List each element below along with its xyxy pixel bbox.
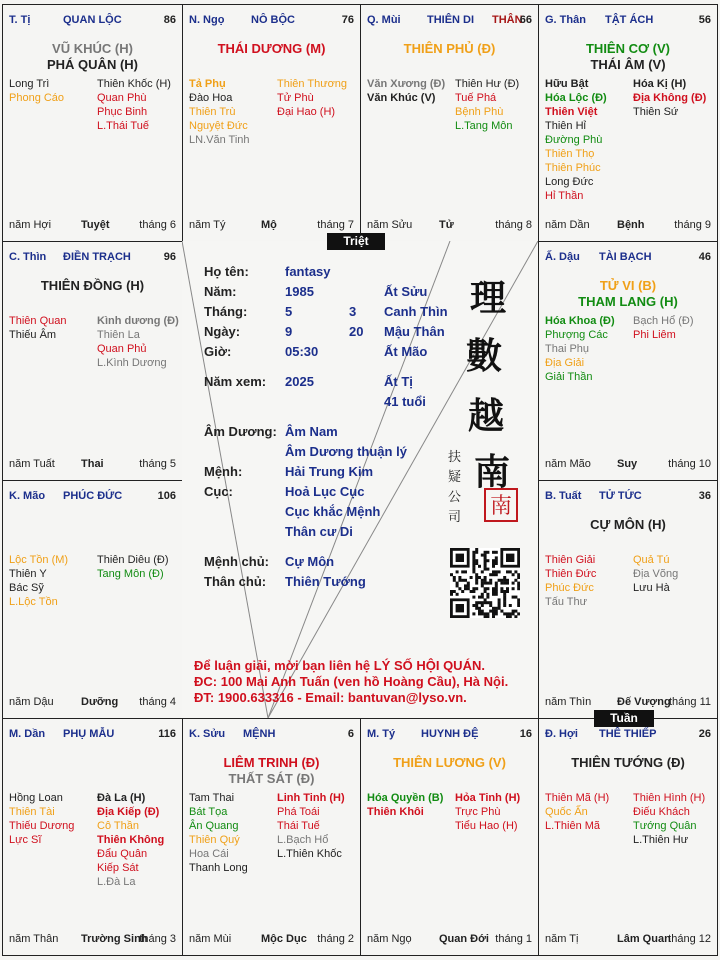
main-star: THIÊN TƯỚNG (Đ)	[571, 755, 685, 770]
palace-year: năm Tị	[545, 933, 579, 945]
palace-mao[interactable]	[2, 480, 183, 719]
palace-month: tháng 7	[317, 219, 354, 231]
palace-dan[interactable]	[2, 718, 183, 956]
minor-star: Bác Sỹ	[9, 582, 44, 594]
palace-hoi[interactable]	[538, 718, 718, 956]
minor-star: Thiên Khôi	[367, 806, 424, 818]
label-am-duong: Âm Dương:	[204, 424, 277, 439]
minor-star: Lực Sĩ	[9, 834, 42, 846]
main-stars	[539, 517, 717, 533]
palace-year: năm Ngọ	[367, 933, 412, 945]
left-star-column	[545, 77, 607, 203]
left-star-column	[545, 314, 615, 384]
palace-month: tháng 6	[139, 219, 176, 231]
palace-tuat[interactable]	[538, 480, 718, 719]
right-star-column	[455, 791, 520, 833]
main-star: THIÊN LƯƠNG (V)	[393, 755, 506, 770]
minor-star: L.Thiên Hư	[633, 834, 689, 846]
left-star-column	[189, 791, 248, 875]
palace-branch: K. Sửu	[189, 728, 226, 740]
palace-footer	[9, 219, 176, 233]
palace-name: THIÊN DI	[427, 14, 475, 26]
minor-star: Thiên La	[97, 329, 140, 341]
palace-branch: N. Ngọ	[189, 14, 225, 26]
palace-header	[545, 728, 711, 742]
left-star-column	[367, 77, 445, 105]
value-than-chu: Thiên Tướng	[285, 574, 366, 589]
palace-footer	[367, 933, 532, 947]
minor-star: Tử Phù	[277, 92, 314, 104]
palace-footer	[9, 458, 176, 472]
minor-star: Đà La (H)	[97, 792, 146, 804]
minor-star: Thiên Tài	[9, 806, 55, 818]
triet-tag: Triệt	[327, 233, 385, 250]
minor-star: L.Thái Tuế	[97, 120, 149, 132]
left-star-column	[545, 553, 596, 609]
palace-name: ĐIỀN TRẠCH	[63, 251, 131, 263]
palace-name: THÊ THIẾP	[599, 728, 657, 740]
minor-star: Bạch Hổ (Đ)	[633, 315, 694, 327]
minor-star: Thiên Diêu (Đ)	[97, 554, 169, 566]
palace-stage: Trường Sinh	[81, 933, 148, 945]
value-cuc-2: Cục khắc Mệnh	[285, 504, 381, 519]
palace-name: PHÚC ĐỨC	[63, 490, 123, 502]
calligraphy-char: 數	[466, 335, 503, 377]
minor-star: Thiên Việt	[545, 106, 598, 118]
palace-stage: Suy	[617, 458, 638, 470]
minor-star: Thiên Y	[9, 568, 47, 580]
minor-star: Hóa Lộc (Đ)	[545, 92, 607, 104]
minor-star: Lưu Hà	[633, 582, 670, 594]
main-stars	[183, 41, 360, 57]
value-am-duong: Âm Nam	[285, 424, 338, 439]
left-star-column	[367, 791, 443, 819]
palace-header	[367, 728, 532, 742]
palace-month: tháng 9	[674, 219, 711, 231]
palace-branch: M. Dần	[9, 728, 46, 740]
minor-star: Hỏa Tinh (H)	[455, 792, 521, 804]
minor-star: Tam Thai	[189, 792, 235, 804]
minor-star: Địa Võng	[633, 568, 679, 580]
right-star-column	[633, 314, 694, 342]
minor-star: Thiên Phúc	[545, 162, 601, 174]
main-star: THẤT SÁT (Đ)	[228, 771, 315, 786]
minor-star: L.Tang Môn	[455, 120, 513, 132]
minor-star: Phi Liêm	[633, 329, 676, 341]
main-star: VŨ KHÚC (H)	[52, 41, 133, 56]
qr-code[interactable]	[450, 548, 520, 618]
label-nam-xem: Năm xem:	[204, 374, 267, 389]
main-star: THÁI ÂM (V)	[590, 57, 666, 72]
minor-star: Quốc Ấn	[545, 806, 588, 818]
palace-footer	[545, 933, 711, 947]
right-star-column	[97, 791, 164, 889]
palace-header	[189, 14, 354, 28]
palace-name: HUYNH ĐỆ	[421, 728, 479, 740]
main-stars	[539, 755, 717, 771]
palace-mui[interactable]	[360, 4, 539, 242]
minor-star: Phong Cáo	[9, 92, 65, 104]
main-star: PHÁ QUÂN (H)	[47, 57, 138, 72]
minor-star: Long Đức	[545, 176, 594, 188]
palace-month: tháng 2	[317, 933, 354, 945]
minor-star: Bệnh Phù	[455, 106, 504, 118]
minor-star: Văn Xương (Đ)	[367, 78, 446, 90]
palace-stage: Tử	[439, 219, 454, 231]
minor-star: Đại Hao (H)	[277, 106, 336, 118]
main-star: THÁI DƯƠNG (M)	[217, 41, 326, 56]
minor-star: Cô Thần	[97, 820, 139, 832]
minor-star: Thiên Hình (H)	[633, 792, 706, 804]
palace-month: tháng 12	[668, 933, 711, 945]
palace-suu[interactable]	[182, 718, 361, 956]
calligraphy-char: 南	[474, 451, 511, 493]
minor-star: Linh Tinh (H)	[277, 792, 345, 804]
value-ngay-can: Mậu Thân	[384, 324, 445, 339]
palace-year: năm Sửu	[367, 219, 413, 231]
right-star-column	[633, 553, 678, 595]
palace-number: 16	[519, 728, 532, 740]
palace-number: 46	[698, 251, 711, 263]
palace-year: năm Tuất	[9, 458, 55, 470]
minor-star: Đẩu Quân	[97, 848, 148, 860]
minor-star: Hóa Kị (H)	[633, 78, 687, 90]
minor-star: L.Thiên Mã	[545, 820, 601, 832]
minor-star: Thiên Đức	[545, 568, 597, 580]
palace-dau[interactable]	[538, 241, 718, 481]
minor-star: Tấu Thư	[545, 596, 588, 608]
minor-star: Trực Phù	[455, 806, 501, 818]
minor-star: Kiếp Sát	[97, 862, 139, 874]
palace-stage: Quan Đới	[439, 933, 489, 945]
value-ngay-al: 20	[349, 324, 364, 339]
palace-name: PHỤ MẪU	[63, 728, 115, 740]
palace-stage: Tuyệt	[81, 219, 110, 231]
minor-star: Phúc Đức	[545, 582, 594, 594]
minor-star: Thái Tuế	[277, 820, 320, 832]
main-stars	[539, 41, 717, 73]
palace-year: năm Tý	[189, 219, 226, 231]
palace-month: tháng 1	[495, 933, 532, 945]
palace-header	[9, 14, 176, 28]
main-stars	[183, 755, 360, 787]
palace-header	[367, 14, 532, 28]
minor-star: Hồng Loan	[9, 792, 63, 804]
main-star: THIÊN CƠ (V)	[585, 41, 671, 56]
minor-star: Thiên Không	[97, 834, 165, 846]
palace-name: TÀI BẠCH	[599, 251, 652, 263]
palace-branch: K. Mão	[9, 490, 46, 502]
palace-name: QUAN LỘC	[63, 14, 122, 26]
palace-branch: M. Tý	[367, 728, 396, 740]
main-stars	[539, 278, 717, 310]
minor-star: Thiên Khốc (H)	[97, 78, 171, 90]
palace-name: NÔ BỘC	[251, 14, 295, 26]
palace-number: 36	[698, 490, 711, 502]
value-menh-chu: Cự Môn	[285, 554, 335, 569]
palace-header	[189, 728, 354, 742]
palace-branch: T. Tị	[9, 14, 31, 26]
main-star: THIÊN PHỦ (Đ)	[403, 41, 496, 56]
minor-star: Hóa Quyền (B)	[367, 792, 444, 804]
value-cuc: Hoả Lục Cục	[285, 484, 365, 499]
palace-stage: Lâm Quan	[617, 933, 671, 945]
palace-ty[interactable]	[360, 718, 539, 956]
minor-star: Thiên Hư (Đ)	[455, 78, 520, 90]
main-stars	[3, 278, 182, 294]
minor-star: Thiên Mã (H)	[545, 792, 610, 804]
palace-month: tháng 8	[495, 219, 532, 231]
palace-year: năm Dậu	[9, 696, 54, 708]
minor-star: Đào Hoa	[189, 92, 233, 104]
value-thang-can: Canh Thìn	[384, 304, 448, 319]
value-gio-can: Ất Mão	[384, 344, 428, 359]
minor-star: Đường Phù	[545, 134, 603, 146]
palace-stage: Thai	[81, 458, 104, 470]
palace-footer	[189, 933, 354, 947]
palace-stage: Mộ	[261, 219, 277, 231]
minor-star: Phá Toái	[277, 806, 320, 818]
palace-year: năm Thìn	[545, 696, 592, 708]
palace-branch: B. Tuất	[545, 490, 582, 502]
right-star-column	[277, 77, 347, 119]
palace-number: 66	[519, 14, 532, 26]
palace-number: 86	[163, 14, 176, 26]
minor-star: Địa Giải	[545, 357, 585, 369]
minor-star: Tiểu Hao (H)	[455, 820, 518, 832]
palace-header	[9, 251, 176, 265]
minor-star: Thiên Trù	[189, 106, 236, 118]
value-ho-ten: fantasy	[285, 264, 331, 279]
minor-star: Thiên Sứ	[633, 106, 679, 118]
minor-star: Thiên Quan	[9, 315, 67, 327]
minor-star: Thiên Hỉ	[545, 120, 586, 132]
value-tuoi: 41 tuổi	[384, 394, 426, 409]
palace-header	[9, 728, 176, 742]
minor-star: L.Đà La	[97, 876, 136, 888]
palace-footer	[545, 219, 711, 233]
right-star-column	[633, 791, 705, 847]
palace-ti[interactable]	[2, 4, 183, 242]
value-nam-xem: 2025	[285, 374, 314, 389]
palace-branch: C. Thìn	[9, 251, 47, 263]
main-star: THIÊN ĐỒNG (H)	[40, 278, 145, 293]
right-star-column	[455, 77, 519, 133]
than-marker: THÂN	[492, 14, 523, 26]
minor-star: Hỉ Thần	[545, 190, 584, 202]
palace-stage: Dưỡng	[81, 696, 119, 708]
minor-star: Bát Tọa	[189, 806, 228, 818]
right-star-column	[97, 314, 179, 370]
palace-footer	[367, 219, 532, 233]
palace-stage: Bệnh	[617, 219, 645, 231]
palace-stage: Đế Vượng	[617, 696, 671, 708]
minor-star: Hóa Khoa (Đ)	[545, 315, 615, 327]
minor-star: Nguyệt Đức	[189, 120, 248, 132]
minor-star: Hữu Bật	[545, 78, 589, 90]
label-thang: Tháng:	[204, 304, 248, 319]
left-star-column	[545, 791, 609, 833]
minor-star: Quả Tú	[633, 554, 670, 566]
palace-header	[545, 14, 711, 28]
palace-number: 6	[347, 728, 354, 740]
main-star: LIÊM TRINH (Đ)	[223, 755, 320, 770]
label-menh-chu: Mệnh chủ:	[204, 554, 269, 569]
palace-month: tháng 3	[139, 933, 176, 945]
contact-line-1: Để luận giải, mời bạn liên hệ LÝ SỐ HỘI QUÁN.	[194, 658, 485, 673]
label-menh: Mệnh:	[204, 464, 243, 479]
left-star-column	[9, 77, 64, 105]
right-star-column	[633, 77, 706, 119]
palace-thin[interactable]	[2, 241, 183, 481]
left-star-column	[9, 314, 66, 342]
minor-star: Kình dương (Đ)	[97, 315, 179, 327]
value-gio: 05:30	[285, 344, 319, 359]
palace-month: tháng 11	[668, 696, 711, 708]
minor-star: L.Lộc Tồn	[9, 596, 58, 608]
palace-year: năm Mão	[545, 458, 591, 470]
minor-star: Long Trì	[9, 78, 50, 90]
minor-star: Địa Kiếp (Đ)	[97, 806, 160, 818]
minor-star: Thai Phụ	[545, 343, 590, 355]
label-than-chu: Thân chủ:	[204, 574, 267, 589]
minor-star: L.Bạch Hổ	[277, 834, 329, 846]
minor-star: L.Thiên Khốc	[277, 848, 342, 860]
minor-star: Địa Không (Đ)	[633, 92, 707, 104]
tuan-tag: Tuần	[594, 710, 654, 727]
left-star-column	[9, 791, 74, 847]
calligraphy-side-text: 扶 疑 公 司	[448, 450, 462, 525]
minor-star: Tang Môn (Đ)	[97, 568, 164, 580]
palace-name: TẬT ÁCH	[605, 14, 654, 26]
palace-footer	[189, 219, 354, 233]
minor-star: Tướng Quân	[633, 820, 697, 832]
palace-month: tháng 4	[139, 696, 176, 708]
palace-footer	[9, 933, 176, 947]
value-ngay-dl: 9	[285, 324, 293, 339]
value-thang-al: 3	[349, 304, 357, 319]
minor-star: Phượng Các	[545, 329, 608, 341]
minor-star: Quan Phủ	[97, 343, 147, 355]
right-star-column	[277, 791, 345, 861]
minor-star: Ân Quang	[189, 820, 239, 832]
minor-star: Thiên Giải	[545, 554, 596, 566]
minor-star: Quan Phù	[97, 92, 147, 104]
minor-star: LN.Văn Tinh	[189, 134, 250, 146]
seal-stamp: 南	[484, 488, 518, 522]
palace-footer	[545, 458, 711, 472]
minor-star: Lộc Tồn (M)	[9, 554, 69, 566]
label-ho-ten: Họ tên:	[204, 264, 249, 279]
label-cuc: Cục:	[204, 484, 233, 499]
right-star-column	[97, 77, 171, 133]
value-nam-can: Ất Sửu	[384, 284, 428, 299]
palace-year: năm Hợi	[9, 219, 52, 231]
minor-star: Thiên Thọ	[545, 148, 595, 160]
minor-star: Thanh Long	[189, 862, 248, 874]
palace-branch: Đ. Hợi	[545, 728, 578, 740]
minor-star: Điếu Khách	[633, 806, 690, 818]
left-star-column	[189, 77, 250, 147]
palace-branch: G. Thân	[545, 14, 586, 26]
value-nam: 1985	[285, 284, 314, 299]
palace-ngo[interactable]	[182, 4, 361, 242]
minor-star: Văn Khúc (V)	[367, 92, 436, 104]
minor-star: Giải Thần	[545, 371, 593, 383]
main-stars	[361, 755, 538, 771]
minor-star: Thiên Quý	[189, 834, 240, 846]
palace-month: tháng 5	[139, 458, 176, 470]
palace-branch: Ấ. Dậu	[545, 251, 580, 263]
palace-year: năm Thân	[9, 933, 59, 945]
left-star-column	[9, 553, 68, 609]
palace-branch: Q. Mùi	[367, 14, 401, 26]
palace-month: tháng 10	[668, 458, 711, 470]
minor-star: L.Kình Dương	[97, 357, 167, 369]
minor-star: Thiếu Âm	[9, 329, 57, 341]
minor-star: Hoa Cái	[189, 848, 229, 860]
palace-number: 76	[341, 14, 354, 26]
minor-star: Tuế Phá	[455, 92, 497, 104]
palace-number: 106	[157, 490, 176, 502]
value-menh: Hải Trung Kim	[285, 464, 374, 479]
minor-star: Tả Phụ	[189, 78, 226, 90]
palace-than[interactable]	[538, 4, 718, 242]
value-cuc-3: Thân cư Di	[285, 524, 353, 539]
palace-year: năm Mùi	[189, 933, 232, 945]
label-nam: Năm:	[204, 284, 237, 299]
palace-name: TỬ TỨC	[599, 490, 642, 502]
main-stars	[3, 41, 182, 73]
palace-header	[545, 490, 711, 504]
palace-year: năm Dần	[545, 219, 590, 231]
label-ngay: Ngày:	[204, 324, 241, 339]
palace-header	[545, 251, 711, 265]
calligraphy-char: 越	[468, 395, 505, 437]
value-am-duong-2: Âm Dương thuận lý	[285, 444, 407, 459]
main-star: TỬ VI (B)	[599, 278, 657, 293]
palace-name: MỆNH	[243, 728, 276, 740]
palace-number: 96	[163, 251, 176, 263]
value-nam-xem-can: Ất Tị	[384, 374, 413, 389]
calligraphy-char: 理	[470, 277, 507, 319]
main-stars	[361, 41, 538, 57]
palace-footer	[9, 696, 176, 710]
palace-header	[9, 490, 176, 504]
contact-line-2: ĐC: 100 Mai Anh Tuấn (ven hồ Hoàng Cầu), Hà Nội.	[194, 674, 509, 689]
palace-footer	[545, 696, 711, 710]
minor-star: Thiếu Dương	[9, 820, 75, 832]
minor-star: Thiên Thương	[277, 78, 348, 90]
main-star: CỰ MÔN (H)	[590, 517, 666, 532]
palace-number: 26	[698, 728, 711, 740]
label-gio: Giờ:	[204, 344, 232, 359]
palace-number: 116	[158, 728, 176, 740]
main-star: THAM LANG (H)	[578, 294, 678, 309]
right-star-column	[97, 553, 169, 581]
palace-stage: Mộc Dục	[261, 933, 307, 945]
value-thang-dl: 5	[285, 304, 293, 319]
minor-star: Phục Binh	[97, 106, 148, 118]
contact-line-3: ĐT: 1900.633316 - Email: bantuvan@lyso.vn.	[194, 690, 467, 705]
palace-number: 56	[698, 14, 711, 26]
